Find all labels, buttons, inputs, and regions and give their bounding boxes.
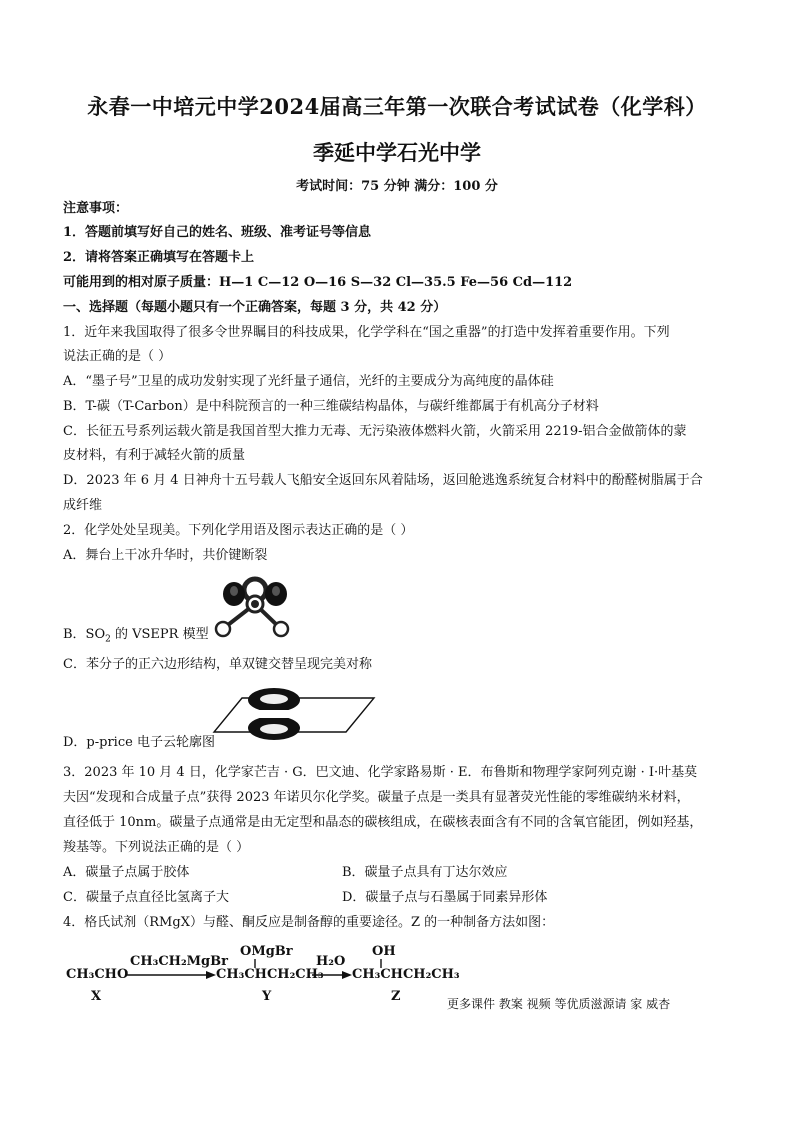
- q2-option-c: C．苯分子的正六边形结构，单双键交替呈现完美对称: [63, 657, 372, 672]
- reaction-arrow-2: [312, 970, 352, 980]
- exam-subtitle-schools: 季延中学石光中学: [313, 140, 481, 165]
- q2-stem: 2．化学处处呈现美。下列化学用语及图示表达正确的是（ ）: [63, 523, 414, 538]
- q3-stem-line1: 3．2023 年 10 月 4 日，化学家芒吉 · G．巴文迪、化学家路易斯 · E．布鲁斯和物理学家阿列克谢 · I·叶基莫: [63, 765, 698, 780]
- reagent-water: H₂O: [316, 954, 346, 969]
- exam-title: 永春一中培元中学2024届高三年第一次联合考试试卷（化学科）: [87, 94, 707, 119]
- label-y: Y: [262, 989, 272, 1004]
- footer-watermark-text: 更多课件 教案 视频 等优质滋源请 家 威杏: [447, 997, 671, 1011]
- compound-z-formula: CH₃CHCH₂CH₃: [352, 967, 460, 982]
- label-z: Z: [391, 989, 401, 1004]
- q1-option-b: B．T-碳（T-Carbon）是中科院预言的一种三维碳结构晶体，与碳纤维都属于有机高分子材料: [63, 399, 599, 414]
- notes-item-2: 2．请将答案正确填写在答题卡上: [63, 250, 255, 265]
- q1-stem-line2: 说法正确的是（ ）: [63, 349, 172, 364]
- compound-z-substituent: OH: [372, 944, 396, 959]
- q1-option-d-line1: D．2023 年 6 月 4 日神舟十五号载人飞船安全返回东风着陆场，返回舱逃逸系统复合材料中的酚醛树脂属于合: [63, 473, 703, 488]
- q1-option-c-line1: C．长征五号系列运载火箭是我国首型大推力无毒、无污染液体燃料火箭，火箭采用 2219-铝合金做箭体的蒙: [63, 424, 687, 439]
- section-1-heading: 一、选择题（每题小题只有一个正确答案，每题 3 分，共 42 分）: [63, 300, 447, 315]
- q2-option-b: [63, 627, 743, 648]
- reagent-grignard: CH₃CH₂MgBr: [130, 954, 228, 969]
- label-x: X: [91, 989, 102, 1004]
- reaction-arrow-1: [126, 970, 216, 980]
- q3-option-c: C．碳量子点直径比氢离子大: [63, 890, 229, 905]
- compound-y-substituent: OMgBr: [240, 944, 293, 959]
- q1-option-a: A．“墨子号”卫星的成功发射实现了光纤量子通信，光纤的主要成分为高纯度的晶体硅: [63, 374, 554, 389]
- q2-option-b-prefix: B．SO: [63, 627, 106, 642]
- q3-option-b: B．碳量子点具有丁达尔效应: [342, 865, 508, 880]
- notes-item-1: 1．答题前填写好自己的姓名、班级、准考证号等信息: [63, 225, 372, 240]
- q3-stem-line4: 羧基等。下列说法正确的是（ ）: [63, 840, 250, 855]
- notes-heading: 注意事项：: [63, 201, 129, 216]
- q3-stem-line3: 直径低于 10nm。碳量子点通常是由无定型和晶态的碳核组成，在碳核表面含有不同的含氧官能团，例如羟基，: [63, 815, 703, 830]
- q3-option-d: D．碳量子点与石墨属于同素异形体: [342, 890, 548, 905]
- q2-option-d: D．p-price 电子云轮廓图: [63, 735, 215, 750]
- q3-stem-line2: 夫因“发现和合成量子点”获得 2023 年诺贝尔化学奖。碳量子点是一类具有显著荧光性能的零维碳纳米材料，: [63, 790, 690, 805]
- compound-y-formula: CH₃CHCH₂CH₃: [216, 967, 324, 982]
- q2-option-b-subscript: 2: [105, 634, 111, 645]
- q2-option-a: A．舞台上干冰升华时，共价键断裂: [63, 548, 268, 563]
- q1-option-d-line2: 成纤维: [63, 498, 103, 513]
- q1-option-c-line2: 皮材料，有利于减轻火箭的质量: [63, 448, 246, 463]
- atomic-masses: 可能用到的相对原子质量：H—1 C—12 O—16 S—32 Cl—35.5 Fe—56 Cd—112: [63, 275, 573, 290]
- exam-time-score: 考试时间：75 分钟 满分：100 分: [296, 179, 498, 194]
- q2-option-b-suffix: 的 VSEPR 模型: [110, 627, 209, 642]
- q1-stem-line1: 1．近年来我国取得了很多令世界瞩目的科技成果，化学学科在“国之重器”的打造中发挥着重要作用。下列: [63, 325, 670, 340]
- q4-stem: 4．格氏试剂（RMgX）与醛、酮反应是制备醇的重要途径。Z 的一种制备方法如图：: [63, 915, 555, 930]
- compound-x-formula: CH₃CHO: [66, 967, 129, 982]
- q3-option-a: A．碳量子点属于胶体: [63, 865, 190, 880]
